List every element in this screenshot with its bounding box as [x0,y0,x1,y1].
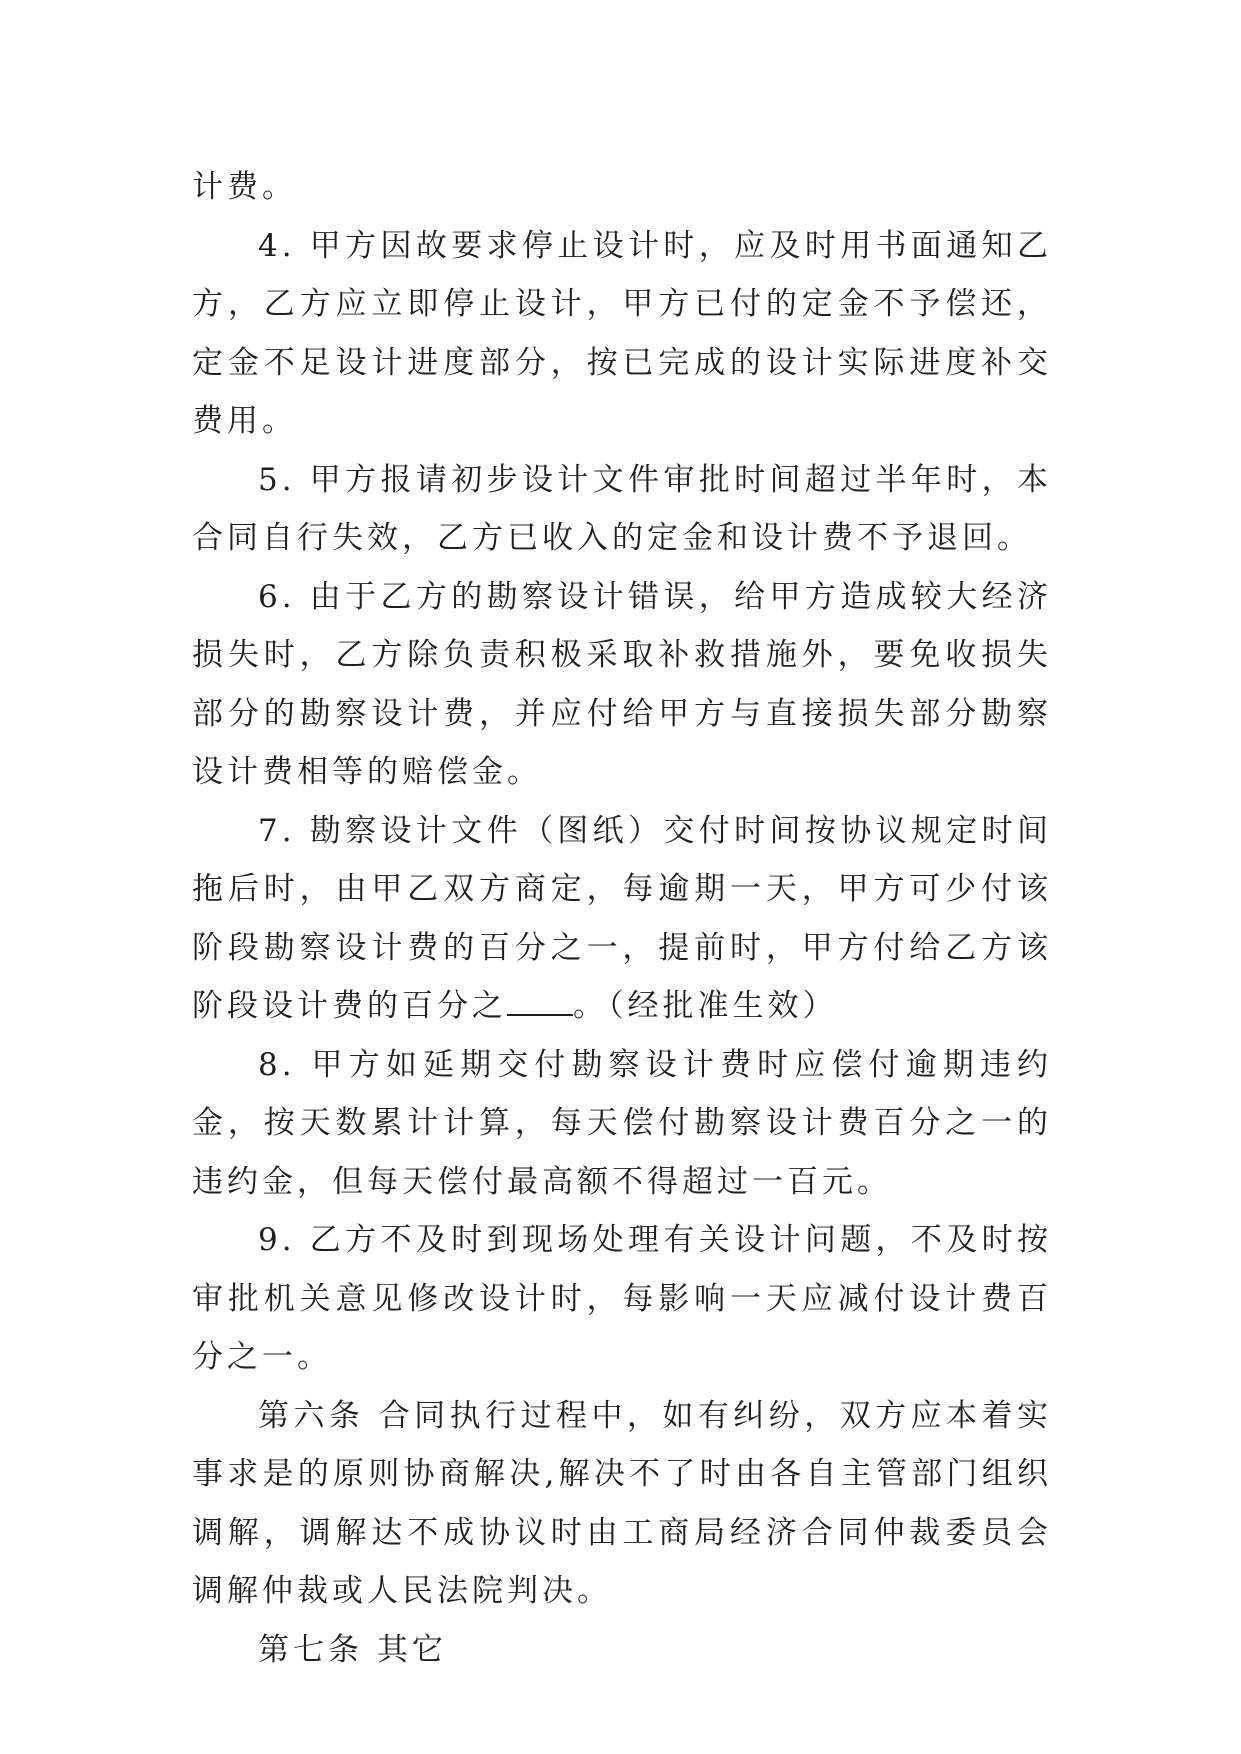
document-body [192,158,1052,1679]
paragraph-item-4: 4. 甲方因故要求停止设计时，应及时用书面通知乙方，乙方应立即停止设计，甲方已付的定金不予偿还，定金不足设计进度部分，按已完成的设计实际进度补交费用。 [192,227,1052,439]
paragraph-article-6: 第六条 合同执行过程中，如有纠纷，双方应本着实事求是的原则协商解决,解决不了时由各自主管部门组织调解，调解达不成协议时由工商局经济合同仲裁委员会调解仲裁或人民法院判决。 [192,1397,1052,1609]
paragraph-item-5: 5. 甲方报请初步设计文件审批时间超过半年时，本合同自行失效，乙方已收入的定金和设计费不予退回。 [192,461,1052,556]
paragraph-continued: 计费。 [192,169,297,205]
fill-in-blank [507,990,573,1016]
paragraph-item-7 [192,802,1052,1036]
paragraph-item-8: 8. 甲方如延期交付勘察设计费时应偿付逾期违约金，按天数累计计算，每天偿付勘察设计费百分之一的违约金，但每天偿付最高额不得超过一百元。 [192,1046,1052,1200]
paragraph-article-7: 第七条 其它 [258,1631,447,1668]
paragraph-item-7-text: 7. 勘察设计文件（图纸）交付时间按协议规定时间拖后时，由甲乙双方商定，每逾期一天，甲方可少付该阶段勘察设计费的百分之一，提前时，甲方付给乙方该阶段设计费的百分之 [192,812,1052,1024]
paragraph-item-6: 6. 由于乙方的勘察设计错误，给甲方造成较大经济损失时，乙方除负责积极采取补救措施外，要免收损失部分的勘察设计费，并应付给甲方与直接损失部分勘察设计费相等的赔偿金。 [192,578,1052,790]
paragraph-item-7-tail: 。（经批准生效） [573,988,838,1024]
paragraph-item-9: 9. 乙方不及时到现场处理有关设计问题，不及时按审批机关意见修改设计时，每影响一天应减付设计费百分之一。 [192,1222,1052,1375]
